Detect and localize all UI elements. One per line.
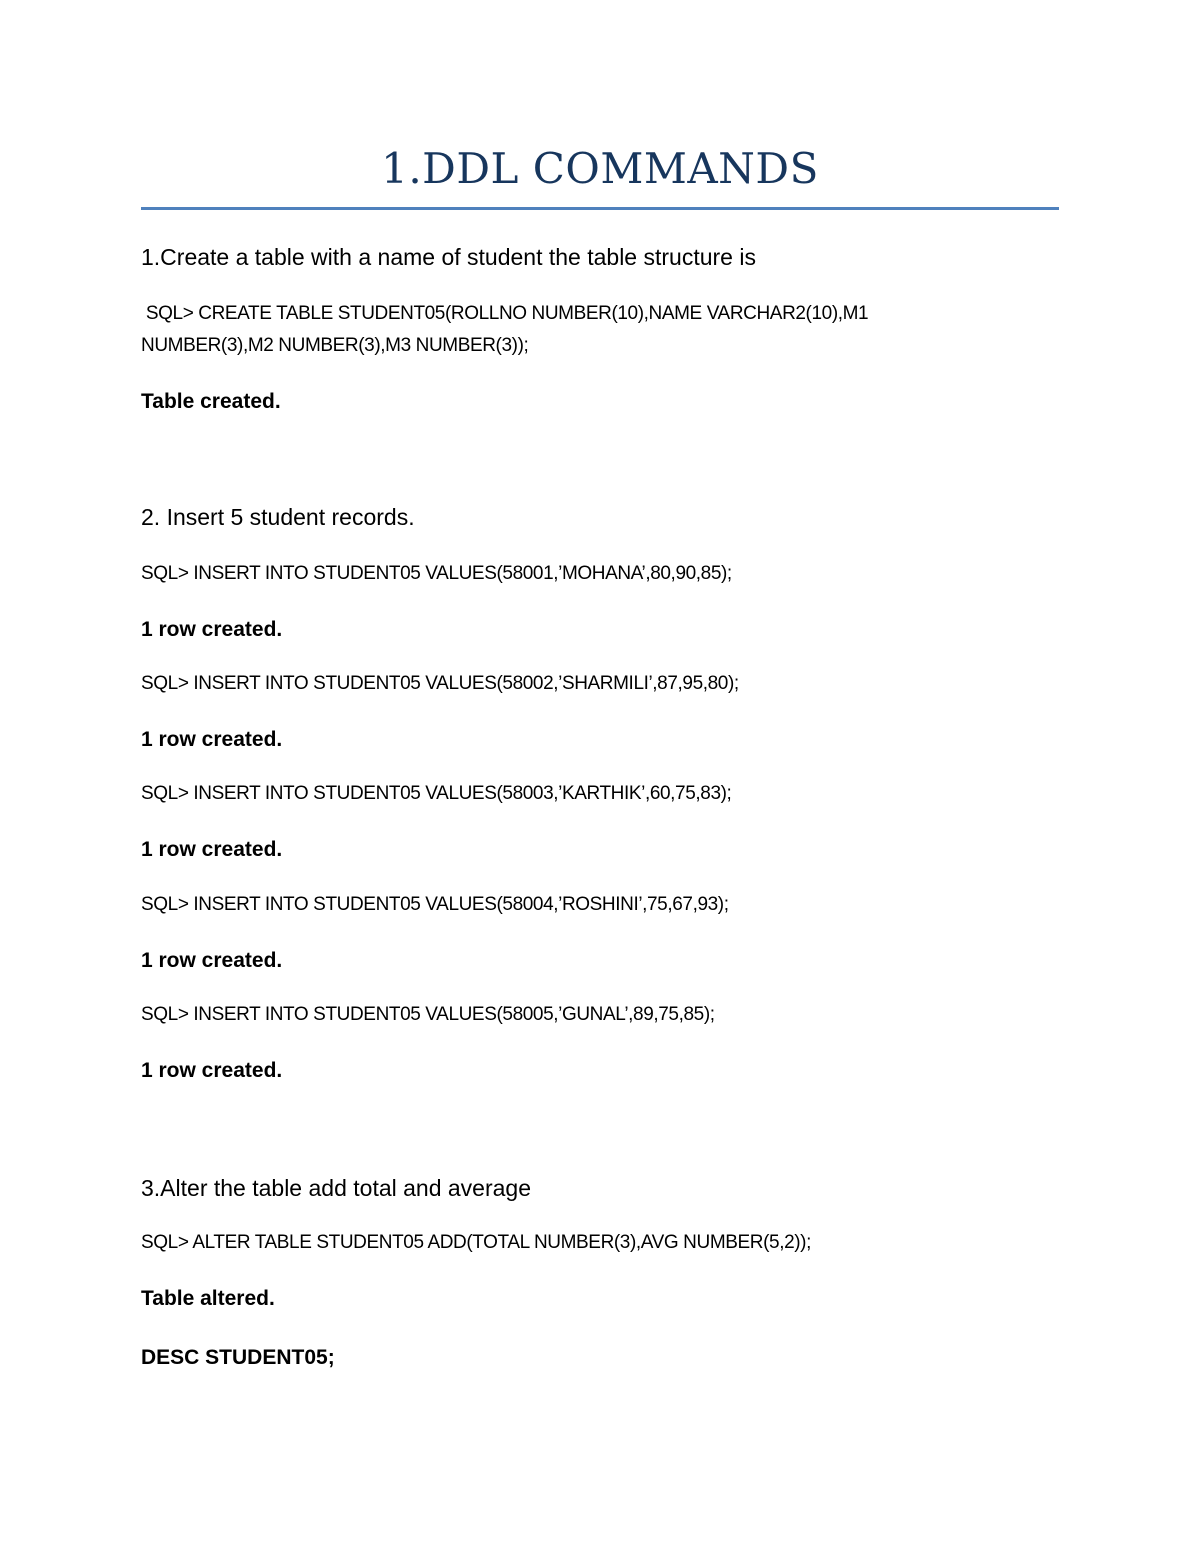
insert-sql-5: SQL> INSERT INTO STUDENT05 VALUES(58005,’GUNAL’,89,75,85); — [141, 1004, 715, 1025]
section3-result: Table altered. — [141, 1287, 275, 1310]
insert-sql-2: SQL> INSERT INTO STUDENT05 VALUES(58002,’SHARMILI’,87,95,80); — [141, 673, 739, 694]
insert-sql-4: SQL> INSERT INTO STUDENT05 VALUES(58004,’ROSHINI’,75,67,93); — [141, 894, 729, 915]
insert-sql-3: SQL> INSERT INTO STUDENT05 VALUES(58003,’KARTHIK’,60,75,83); — [141, 783, 732, 804]
section3-desc: DESC STUDENT05; — [141, 1346, 335, 1369]
section1-result: Table created. — [141, 390, 281, 413]
insert-result-2: 1 row created. — [141, 728, 283, 751]
title-underline — [141, 207, 1059, 210]
insert-result-3: 1 row created. — [141, 838, 283, 861]
page-title: 1.DDL COMMANDS — [381, 144, 819, 193]
insert-result-4: 1 row created. — [141, 949, 283, 972]
section3-sql: SQL> ALTER TABLE STUDENT05 ADD(TOTAL NUMBER(3),AVG NUMBER(5,2)); — [141, 1232, 811, 1253]
insert-sql-1: SQL> INSERT INTO STUDENT05 VALUES(58001,’MOHANA’,80,90,85); — [141, 563, 732, 584]
insert-result-5: 1 row created. — [141, 1059, 283, 1082]
insert-result-1: 1 row created. — [141, 618, 283, 641]
section1-question: 1.Create a table with a name of student the table structure is — [141, 244, 756, 270]
section1-sql-line1: SQL> CREATE TABLE STUDENT05(ROLLNO NUMBER(10),NAME VARCHAR2(10),M1 — [141, 303, 869, 324]
section3-question: 3.Alter the table add total and average — [141, 1175, 532, 1201]
section1-sql-line2: NUMBER(3),M2 NUMBER(3),M3 NUMBER(3)); — [141, 335, 529, 356]
section2-question: 2. Insert 5 student records. — [141, 504, 415, 530]
